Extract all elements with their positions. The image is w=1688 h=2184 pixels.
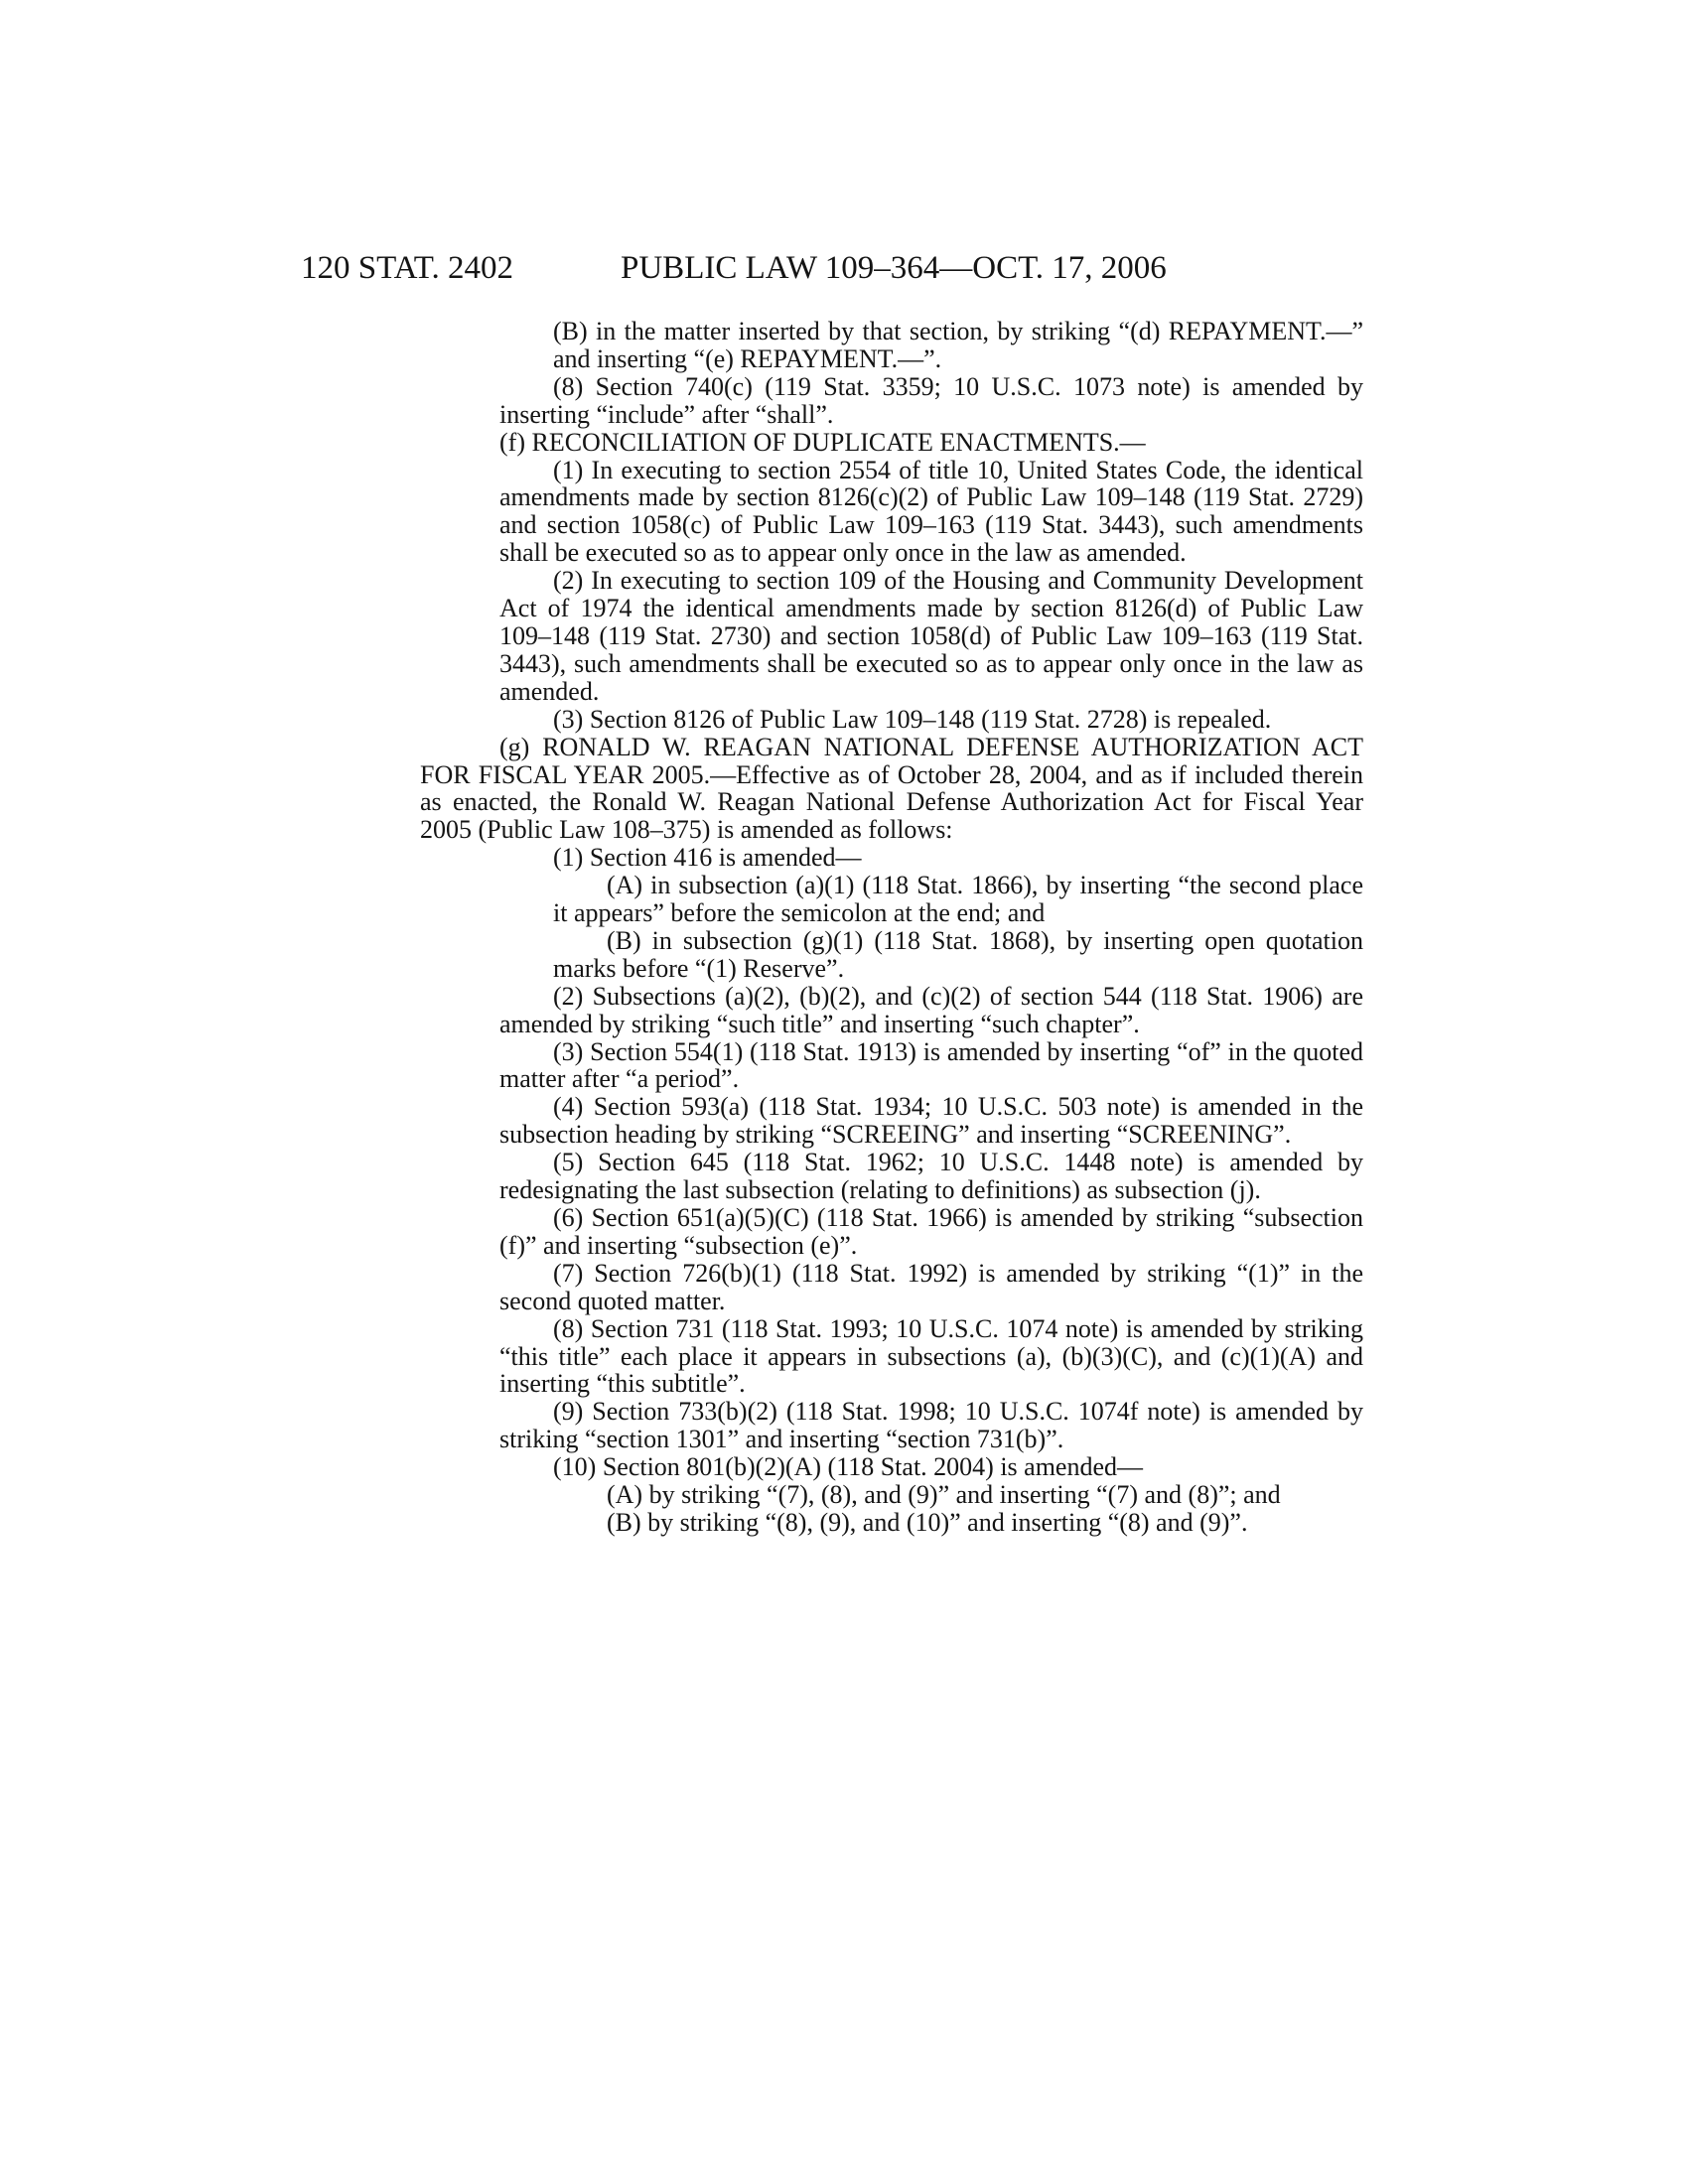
paragraph-text: (A) by striking “(7), (8), and (9)” and inserting “(7) and (8)”; and <box>607 1480 1281 1510</box>
paragraph-g8 <box>499 1315 1363 1399</box>
paragraph-g5 <box>499 1149 1363 1204</box>
paragraph-g10 <box>499 1453 1363 1481</box>
subsection-f-heading <box>499 429 1363 457</box>
statute-citation: 120 STAT. 2402 <box>301 250 514 286</box>
paragraph-g4 <box>499 1093 1363 1149</box>
paragraph-text: (2) In executing to section 109 of the Housing and Community Development Act of 1974 the identical amendments made by section 8126(d) of Public Law 109–148 (119 Stat. 2730) and section 1058(d) of Public Law 109–163 (119 Stat. 3443), such amendments shall be executed so as to appear only once in the law as amended. <box>499 566 1363 706</box>
paragraph-g10-a <box>499 1481 1363 1509</box>
paragraph-f3 <box>499 706 1363 734</box>
public-law-title: PUBLIC LAW 109–364—OCT. 17, 2006 <box>621 250 1167 286</box>
paragraph-text: (B) in the matter inserted by that section, by striking “(d) REPAYMENT.—” and inserting “(e) REPAYMENT.—”. <box>553 317 1363 373</box>
paragraph-text: (A) in subsection (a)(1) (118 Stat. 1866), by inserting “the second place it appears” before the semicolon at the end; and <box>553 871 1363 928</box>
paragraph-text: (9) Section 733(b)(2) (118 Stat. 1998; 10 U.S.C. 1074f note) is amended by striking “section 1301” and inserting “section 731(b)”. <box>499 1397 1363 1454</box>
paragraph-text: (7) Section 726(b)(1) (118 Stat. 1992) is amended by striking “(1)” in the second quoted matter. <box>499 1258 1363 1315</box>
paragraph-repayment <box>394 318 1363 373</box>
paragraph-text: (1) In executing to section 2554 of title 10, United States Code, the identical amendments made by section 8126(c)(2) of Public Law 109–148 (119 Stat. 2729) and section 1058(c) of Public Law 109–163 (119 Stat. 3443), such amendments shall be executed so as to appear only once in the law as amended. <box>499 455 1363 568</box>
paragraph-text: (3) Section 8126 of Public Law 109–148 (119 Stat. 2728) is repealed. <box>553 704 1272 734</box>
paragraph-g7 <box>499 1260 1363 1315</box>
paragraph-text: (g) RONALD W. REAGAN NATIONAL DEFENSE AUTHORIZATION ACT FOR FISCAL YEAR 2005.—Effective as of October 28, 2004, and as if included therein as enacted, the Ronald W. Reagan National Defense Authorization Act for Fiscal Year 2005 (Public Law 108–375) is amended as follows: <box>420 732 1363 845</box>
paragraph-text: (8) Section 740(c) (119 Stat. 3359; 10 U.S.C. 1073 note) is amended by inserting “include” after “shall”. <box>499 371 1363 429</box>
paragraph-g2 <box>499 983 1363 1038</box>
paragraph-g1-a <box>499 872 1363 927</box>
paragraph-text: (1) Section 416 is amended— <box>553 843 862 873</box>
paragraph-text: (B) in subsection (g)(1) (118 Stat. 1868), by inserting open quotation marks before “(1) Reserve”. <box>553 925 1363 983</box>
paragraph-text: (f) RECONCILIATION OF DUPLICATE ENACTMENTS.— <box>499 427 1146 457</box>
paragraph-g10-b <box>499 1509 1363 1537</box>
paragraph-text: (3) Section 554(1) (118 Stat. 1913) is amended by inserting “of” in the quoted matter after “a period”. <box>499 1036 1363 1094</box>
paragraph-text: (8) Section 731 (118 Stat. 1993; 10 U.S.C. 1074 note) is amended by striking “this title” each place it appears in subsections (a), (b)(3)(C), and (c)(1)(A) and inserting “this subtitle”. <box>499 1313 1363 1399</box>
paragraph-text: (B) by striking “(8), (9), and (10)” and inserting “(8) and (9)”. <box>607 1507 1248 1537</box>
paragraph-g9 <box>499 1398 1363 1453</box>
paragraph-text: (5) Section 645 (118 Stat. 1962; 10 U.S.C. 1448 note) is amended by redesignating the last subsection (relating to definitions) as subsection (j). <box>499 1148 1363 1205</box>
paragraph-f1 <box>499 457 1363 568</box>
paragraph-g1-b <box>499 927 1363 983</box>
paragraph-f2 <box>499 567 1363 706</box>
subsection-g <box>420 734 1363 845</box>
paragraph-8 <box>499 373 1363 429</box>
paragraph-text: (2) Subsections (a)(2), (b)(2), and (c)(2) of section 544 (118 Stat. 1906) are amended by striking “such title” and inserting “such chapter”. <box>499 981 1363 1038</box>
paragraph-text: (4) Section 593(a) (118 Stat. 1934; 10 U.S.C. 503 note) is amended in the subsection heading by striking “SCREEING” and inserting “SCREENING”. <box>499 1092 1363 1150</box>
paragraph-g3 <box>499 1038 1363 1094</box>
document-body <box>420 317 1363 1537</box>
paragraph-g1 <box>499 844 1363 872</box>
paragraph-text: (10) Section 801(b)(2)(A) (118 Stat. 2004) is amended— <box>553 1452 1144 1482</box>
paragraph-text: (6) Section 651(a)(5)(C) (118 Stat. 1966) is amended by striking “subsection (f)” and inserting “subsection (e)”. <box>499 1203 1363 1260</box>
paragraph-g6 <box>499 1204 1363 1260</box>
